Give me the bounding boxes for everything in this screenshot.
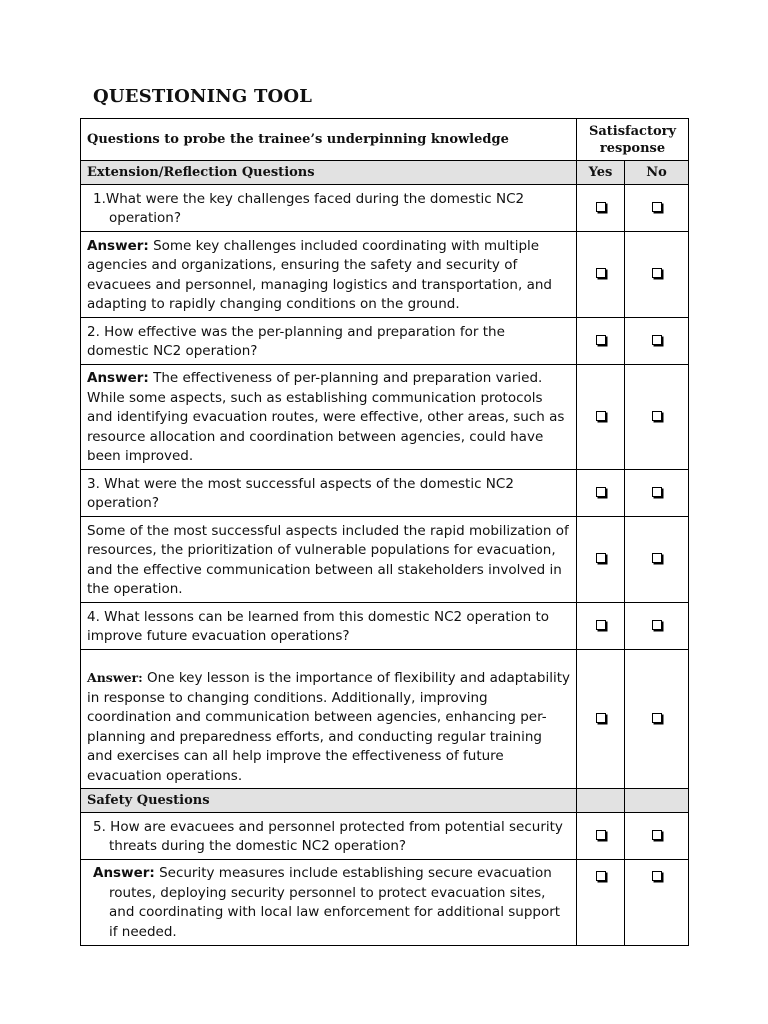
answer-text: One key lesson is the importance of flexibility and adaptability in response to changing conditions. Additionally, improving coordination and communication between agencies, enhancing per-planning and preparedness efforts, and conducting regular training and exercises can all help improve the effectiveness of future evacuation operations. (87, 670, 570, 784)
question-row (81, 470, 577, 517)
answer-text: Some key challenges included coordinating with multiple agencies and organizations, ensuring the safety and security of evacuees and personnel, managing logistics and transportation, and adapting to rapidly changing conditions on the ground. (87, 237, 552, 312)
answer-row (81, 517, 577, 603)
answer-text: Security measures include establishing secure evacuation routes, deploying security personnel to protect evacuation sites, and coordinating with local law enforcement for additional support if needed. (109, 865, 561, 940)
question-row (81, 185, 577, 232)
answer-row (81, 860, 577, 946)
answer-text: Some of the most successful aspects included the rapid mobilization of resources, the prioritization of vulnerable populations for evacuation, and the effective communication between all stakeholders involved in the operation. (87, 522, 569, 597)
column-yes: Yes (577, 161, 625, 185)
answer-label: Answer: (87, 370, 149, 387)
answer-row (81, 232, 577, 318)
checkbox-yes[interactable] (596, 411, 606, 421)
checkbox-yes[interactable] (596, 830, 606, 840)
checkbox-yes[interactable] (596, 202, 606, 212)
answer-text: The effectiveness of per-planning and preparation varied. While some aspects, such as establishing communication protocols and identifying evacuation routes, were effective, other areas, such as resource allocation and coordination between agencies, could have been improved. (87, 370, 565, 465)
question-text: 5. How are evacuees and personnel protected from potential security threats during the domestic NC2 operation? (93, 818, 563, 854)
answer-row (81, 650, 577, 789)
checkbox-yes[interactable] (596, 620, 606, 630)
checkbox-no[interactable] (652, 487, 662, 497)
checkbox-yes[interactable] (596, 553, 606, 563)
header-response: Satisfactory response (577, 119, 689, 161)
checkbox-yes[interactable] (596, 487, 606, 497)
checkbox-no[interactable] (652, 713, 662, 723)
answer-label: Answer: (87, 670, 143, 685)
answer-row (81, 365, 577, 470)
answer-label: Answer: (93, 865, 155, 881)
checkbox-no[interactable] (652, 553, 662, 563)
checkbox-no[interactable] (652, 335, 662, 345)
section-safety-title: Safety Questions (81, 789, 577, 813)
page-title: QUESTIONING TOOL (93, 86, 313, 107)
question-text: 2. How effective was the per-planning and preparation for the domestic NC2 operation? (87, 323, 505, 359)
column-no: No (625, 161, 689, 185)
question-text: 3. What were the most successful aspects of the domestic NC2 operation? (87, 475, 514, 511)
checkbox-no[interactable] (652, 268, 662, 278)
checkbox-yes[interactable] (596, 335, 606, 345)
checkbox-yes[interactable] (596, 871, 606, 881)
section-extension-title: Extension/Reflection Questions (81, 161, 577, 185)
header-questions: Questions to probe the trainee’s underpinning knowledge (81, 119, 577, 161)
answer-label: Answer: (87, 237, 149, 254)
question-row (81, 813, 577, 860)
checkbox-no[interactable] (652, 202, 662, 212)
checkbox-yes[interactable] (596, 268, 606, 278)
question-text: 1.What were the key challenges faced during the domestic NC2 operation? (93, 190, 525, 226)
checkbox-no[interactable] (652, 411, 662, 421)
checkbox-no[interactable] (652, 830, 662, 840)
questioning-table (80, 118, 689, 946)
question-row (81, 603, 577, 650)
question-row (81, 318, 577, 365)
checkbox-no[interactable] (652, 871, 662, 881)
checkbox-no[interactable] (652, 620, 662, 630)
checkbox-yes[interactable] (596, 713, 606, 723)
question-text: 4. What lessons can be learned from this domestic NC2 operation to improve future evacuation operations? (87, 608, 550, 644)
